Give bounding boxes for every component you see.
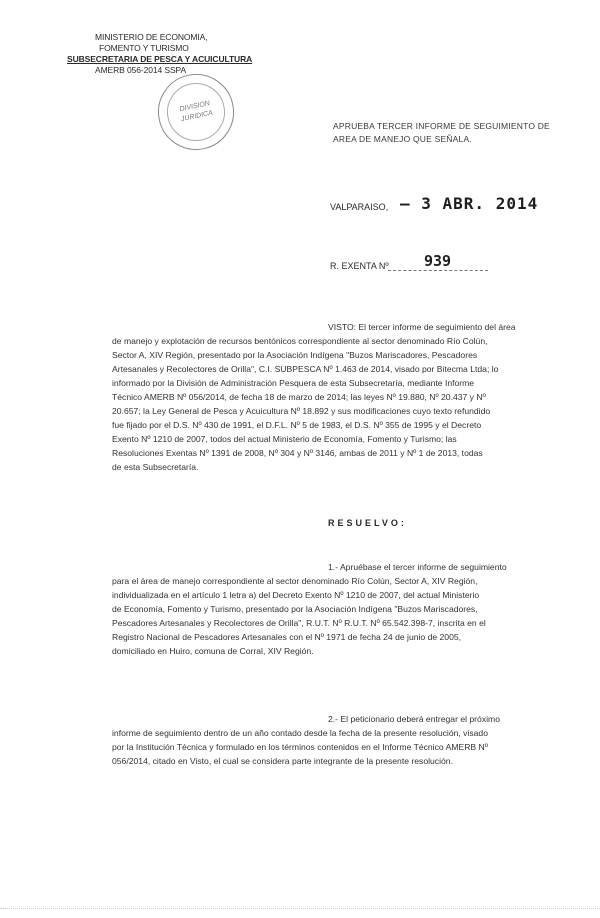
visto-line: de esta Subsecretaría. [112,462,199,472]
visto-line: Sector A, XIV Región, presentado por la Asociación Indígena "Buzos Mariscadores, Pescadores [112,350,478,360]
subsecretaria-line: SUBSECRETARIA DE PESCA Y ACUICULTURA [67,54,253,64]
item2-line: informe de seguimiento dentro de un año contado desde la fecha de la presente resolución, visado [112,728,488,738]
visto-text-0: El tercer informe de seguimiento del área [358,322,516,332]
item1-line: 1.- Apruébase el tercer informe de seguimiento [328,562,507,572]
item1-line: domiciliado en Huiro, comuna de Corral, XIV Región. [112,646,314,656]
ministry-header [67,32,285,76]
visto-label: VISTO: [328,322,357,332]
item2-line: 2.- El peticionario deberá entregar el próximo [328,714,500,724]
resolution-number-line [388,270,488,271]
resolution-number: 939 [424,252,452,270]
item2-line: por la Institución Técnica y formulado en los términos contenidos en el Informe Técnico AMERB Nº [112,742,488,752]
official-stamp [151,67,241,157]
item1-line: individualizada en el artículo 1 letra a) del Decreto Exento Nº 1210 de 2007, del actual Ministerio [112,590,480,600]
visto-line-1 [112,320,517,334]
resolution-item-2 [112,712,540,768]
resuelvo-heading: RESUELVO: [328,518,407,528]
visto-line: Exento Nº 1210 de 2007, todos del actual Ministerio de Economía, Fomento y Turismo; las [112,434,457,444]
visto-line: Resoluciones Exentas Nº 1391 de 2008, Nº 304 y Nº 3146, ambas de 2011 y Nº 1 de 2013, todas [112,448,483,458]
item2-line: 056/2014, citado en Visto, el cual se considera parte integrante de la presente resolución. [112,756,453,766]
visto-section [112,320,517,474]
ministry-line-1: MINISTERIO DE ECONOMIA, [95,32,208,42]
resolution-subject [333,120,583,146]
stamp-text-2: JURIDICA [180,109,214,124]
resolution-label: R. EXENTA Nº [330,261,389,271]
subject-line-1: APRUEBA TERCER INFORME DE SEGUIMIENTO DE [333,121,550,131]
resolution-item-1 [112,560,540,658]
visto-line: de manejo y explotación de recursos bentónicos correspondiente al sector denominado Río Colún, [112,336,488,346]
item1-line: Registro Nacional de Pescadores Artesanales con el Nº 1971 de fecha 24 de junio de 2005, [112,632,462,642]
item1-line: para el área de manejo correspondiente al sector denominado Río Colún, Sector A, XIV Región, [112,576,478,586]
date-stamp: – 3 ABR. 2014 [400,194,539,213]
visto-line: Técnico AMERB Nº 056/2014, de fecha 18 de marzo de 2014; las leyes Nº 19.880, Nº 20.437 y Nº [112,392,486,402]
footer-scan-marks [0,908,600,909]
visto-line: Artesanales y Recolectores de Orilla", C.I. SUBPESCA Nº 1.463 de 2014, visado por Bitecma Ltda; lo [112,364,499,374]
subject-line-2: AREA DE MANEJO QUE SEÑALA. [333,134,472,144]
ministry-line-2: FOMENTO Y TURISMO [99,43,189,53]
visto-line: fue fijado por el D.S. Nº 430 de 1991, el D.F.L. Nº 5 de 1983, el D.S. Nº 355 de 1995 y el Decreto [112,420,482,430]
place-label: VALPARAISO, [330,202,389,212]
item1-line: Pescadores Artesanales y Recolectores de Orilla", R.U.T. Nº R.U.T. Nº 65.542.398-7, inscrita en el [112,618,486,628]
visto-line: informado por la División de Administración Pesquera de esta Subsecretaría, mediante Informe [112,378,475,388]
visto-line: 20.657; la Ley General de Pesca y Acuicultura Nº 18.892 y sus modificaciones cuyo texto refundido [112,406,491,416]
stamp-text-1: DIVISION [179,100,211,114]
amerb-reference: AMERB 056-2014 SSPA [95,65,187,75]
item1-line: de Economía, Fomento y Turismo, presentado por la Asociación Indígena "Buzos Mariscadores, [112,604,478,614]
